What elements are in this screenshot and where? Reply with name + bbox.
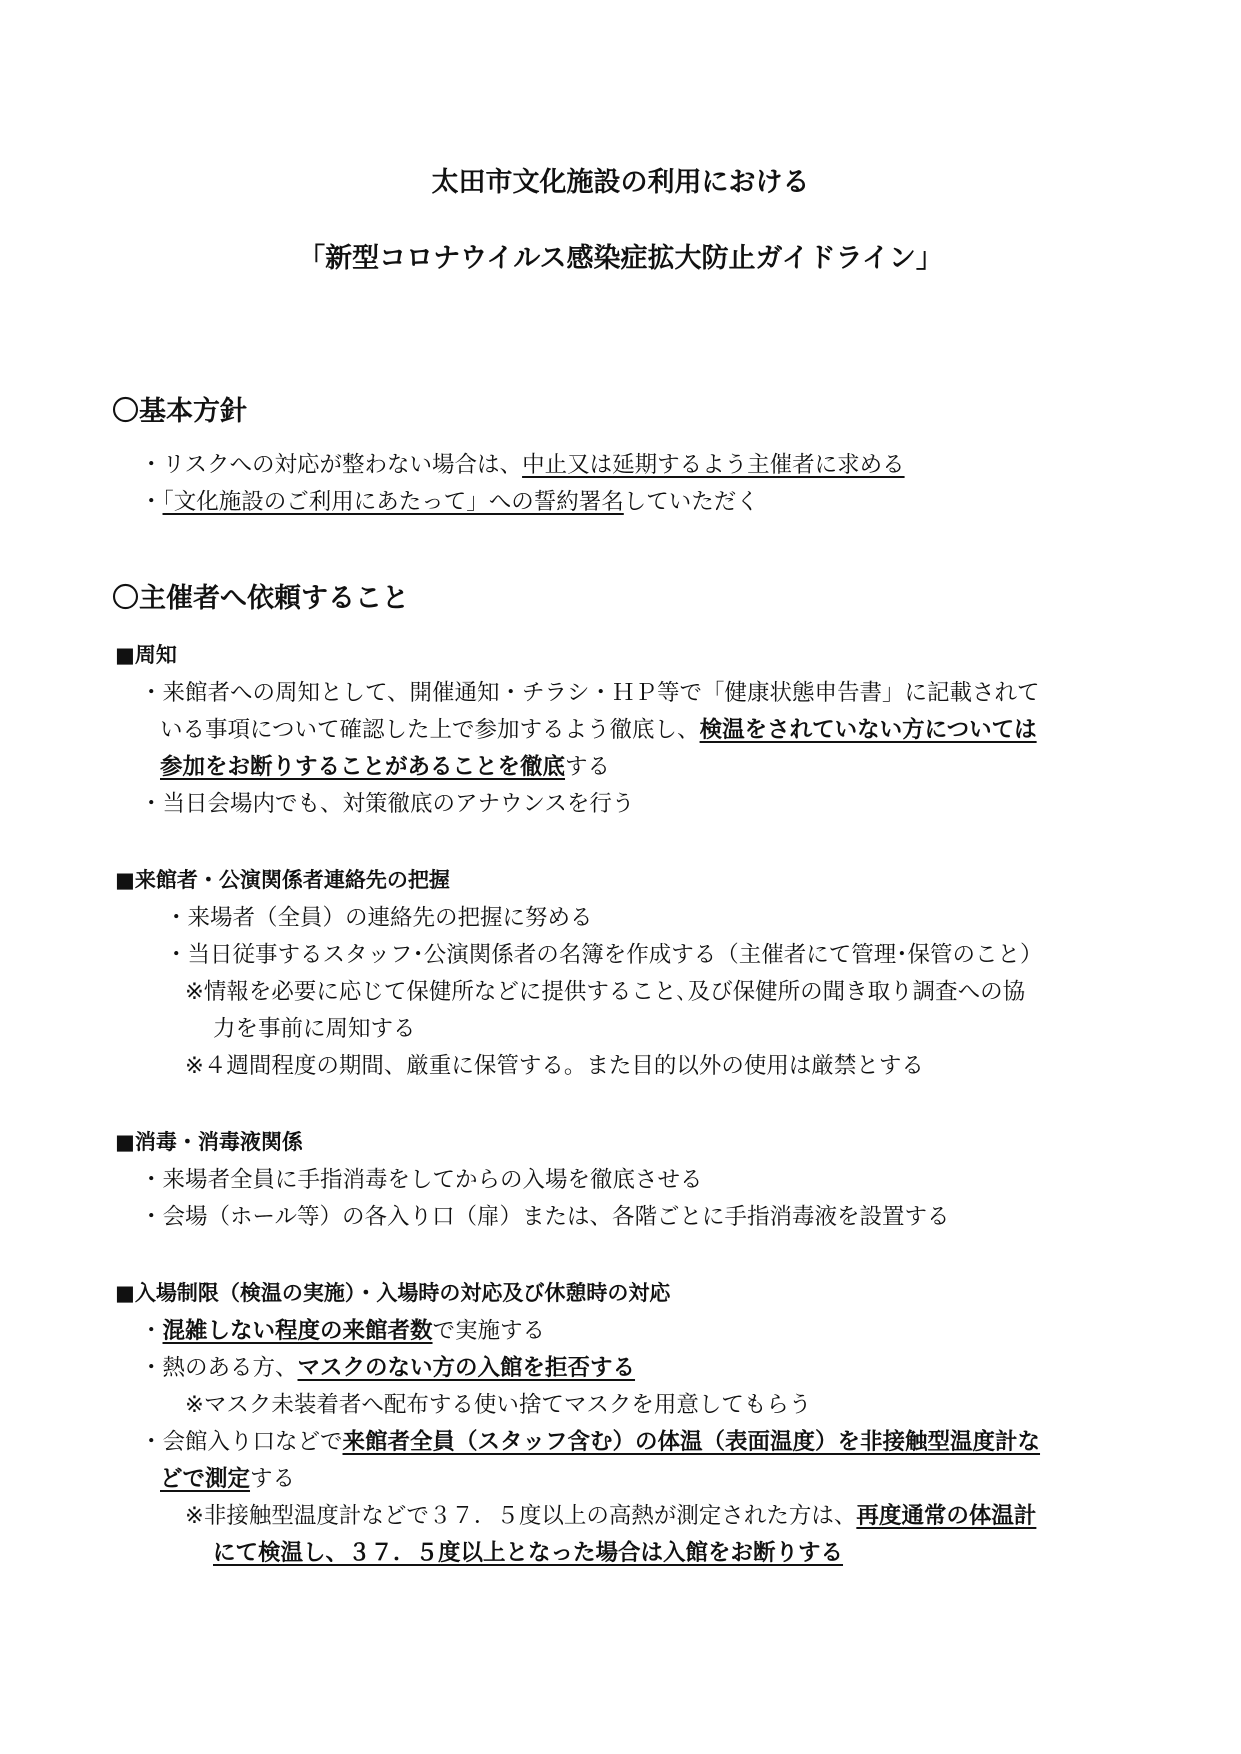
basic-policy-item-2-underlined: 「文化施設のご利用にあたって」への誓約署名 — [162, 489, 624, 515]
entry-item-1-bullet: ・ — [140, 1318, 163, 1344]
basic-policy-heading: 〇基本方針 — [112, 396, 247, 427]
notice-item-1-line-2-text: いる事項について確認した上で参加するよう徹底し、 — [160, 717, 700, 743]
disinfection-heading: ■消毒・消毒液関係 — [115, 1130, 303, 1154]
basic-policy-item-1-text: ・リスクへの対応が整わない場合は、 — [140, 452, 523, 478]
contacts-note-1-line-2: 力を事前に周知する — [213, 1016, 416, 1042]
entry-item-2-text: ・熱のある方、 — [140, 1355, 298, 1381]
entry-item-3-line-1 — [140, 1429, 1040, 1456]
basic-policy-item-2-bullet: ・ — [140, 489, 163, 515]
requests-heading: 〇主催者へ依頼すること — [112, 583, 409, 614]
contacts-note-1-line-1: ※情報を必要に応じて保健所などに提供すること､及び保健所の聞き取り調査への協 — [185, 979, 1026, 1005]
entry-item-1-emphasis: 混雑しない程度の来館者数 — [162, 1318, 433, 1344]
entry-item-1 — [140, 1318, 545, 1345]
entry-heading: ■入場制限（検温の実施）・入場時の対応及び休憩時の対応 — [115, 1281, 671, 1305]
entry-note-line-2-emphasis: にて検温し、３７．５度以上となった場合は入館をお断りする — [213, 1540, 844, 1566]
notice-item-2: ・当日会場内でも、対策徹底のアナウンスを行う — [140, 791, 635, 817]
entry-item-3-line-2 — [160, 1466, 295, 1493]
notice-item-1-line-3-text: する — [565, 754, 611, 780]
document-title-line2: 「新型コロナウイルス感染症拡大防止ガイドライン」 — [298, 243, 943, 274]
contacts-heading: ■来館者・公演関係者連絡先の把握 — [115, 868, 450, 892]
entry-item-3-rest: する — [250, 1466, 296, 1492]
entry-note-line-2 — [213, 1540, 843, 1567]
notice-item-1-line-1: ・来館者への周知として、開催通知・チラシ・ＨＰ等で「健康状態申告書」に記載されて — [140, 680, 1040, 706]
contacts-note-2: ※４週間程度の期間、厳重に保管する。また目的以外の使用は厳禁とする — [185, 1053, 924, 1079]
contacts-item-2: ・当日従事するスタッフ･公演関係者の名簿を作成する（主催者にて管理･保管のこと） — [165, 942, 1043, 968]
entry-item-2-note: ※マスク未装着者へ配布する使い捨てマスクを用意してもらう — [185, 1392, 812, 1418]
notice-item-1-line-2-emphasis: 検温をされていない方については — [699, 717, 1037, 743]
entry-note-line-1-text: ※非接触型温度計などで３７．５度以上の高熱が測定された方は、 — [185, 1503, 857, 1529]
entry-item-2-emphasis: マスクのない方の入館を拒否する — [297, 1355, 636, 1381]
basic-policy-item-2 — [140, 489, 759, 516]
notice-heading: ■周知 — [115, 643, 177, 667]
basic-policy-item-1-underlined: 中止又は延期するよう主催者に求める — [522, 452, 905, 478]
entry-note-line-1 — [185, 1503, 1036, 1530]
contacts-item-1: ・来場者（全員）の連絡先の把握に努める — [165, 905, 593, 931]
basic-policy-item-1 — [140, 452, 905, 479]
notice-item-1-line-3 — [160, 754, 610, 781]
entry-note-line-1-emphasis: 再度通常の体温計 — [856, 1503, 1037, 1529]
entry-item-3-emphasis-2: どで測定 — [160, 1466, 251, 1492]
disinfection-item-1: ・来場者全員に手指消毒をしてからの入場を徹底させる — [140, 1167, 703, 1193]
entry-item-3-text: ・会館入り口などで — [140, 1429, 343, 1455]
disinfection-item-2: ・会場（ホール等）の各入り口（扉）または、各階ごとに手指消毒液を設置する — [140, 1204, 950, 1230]
notice-item-1-line-2 — [160, 717, 1037, 744]
entry-item-3-emphasis-1: 来館者全員（スタッフ含む）の体温（表面温度）を非接触型温度計な — [342, 1429, 1041, 1455]
entry-item-2 — [140, 1355, 635, 1382]
document-title-line1: 太田市文化施設の利用における — [431, 167, 810, 198]
notice-item-1-line-3-emphasis: 参加をお断りすることがあることを徹底 — [160, 754, 566, 780]
basic-policy-item-2-rest: していただく — [623, 489, 759, 515]
entry-item-1-rest: で実施する — [432, 1318, 546, 1344]
